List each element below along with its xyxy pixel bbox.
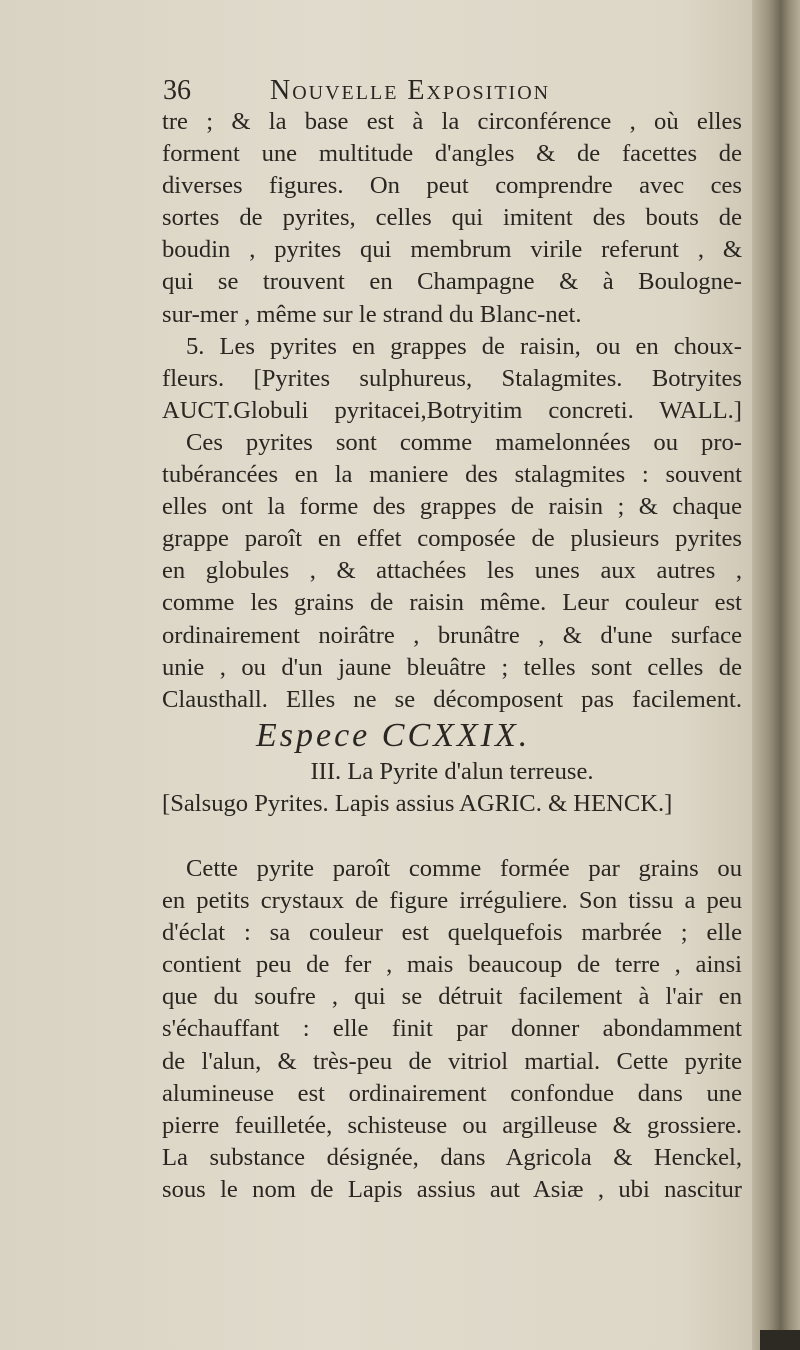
text-line: fleurs. [Pyrites sulphureus, Stalagmites. Botryites — [162, 364, 742, 392]
text-line: grappe paroît en effet composée de plusieurs pyrites — [162, 525, 742, 553]
text-line: Clausthall. Elles ne se décomposent pas facilement. — [162, 685, 742, 713]
subheading: III. La Pyrite d'alun terreuse. — [310, 757, 594, 785]
text-line: AUCT.Globuli pyritacei,Botryitim concreti. WALL.] — [162, 396, 742, 424]
text-line: tubérancées en la maniere des stalagmites : souvent — [162, 461, 742, 489]
text-line: en globules , & attachées les unes aux autres , — [162, 557, 742, 585]
text-line: boudin , pyrites qui membrum virile referunt , & — [162, 236, 742, 264]
text-line: comme les grains de raisin même. Leur couleur est — [162, 589, 742, 617]
text-line: que du soufre , qui se détruit facilement à l'air en — [162, 983, 742, 1011]
text-line: s'échauffant : elle finit par donner abondamment — [162, 1015, 742, 1043]
text-line: qui se trouvent en Champagne & à Boulogne- — [162, 268, 742, 296]
text-line: elles ont la forme des grappes de raisin ; & chaque — [162, 493, 742, 521]
text-line: forment une multitude d'angles & de facettes de — [162, 140, 742, 168]
book-spine-shadow — [752, 0, 800, 1350]
text-line: sous le nom de Lapis assius aut Asiæ , ubi nascitur — [162, 1175, 742, 1203]
text-line: pierre feuilletée, schisteuse ou argilleuse & grossiere. — [162, 1111, 742, 1139]
blank-line — [162, 820, 742, 853]
species-heading: Espece CCXXIX. — [256, 716, 531, 754]
text-line: La substance désignée, dans Agricola & Henckel, — [162, 1143, 742, 1171]
text-line: ordinairement noirâtre , brunâtre , & d'une surface — [162, 621, 742, 649]
text-line: de l'alun, & très-peu de vitriol martial. Cette pyrite — [162, 1047, 742, 1075]
text-line: Ces pyrites sont comme mamelonnées ou pro- — [186, 428, 742, 456]
text-line: en petits crystaux de figure irréguliere. Son tissu a peu — [162, 887, 742, 915]
page-number: 36 — [163, 75, 191, 106]
text-line: contient peu de fer , mais beaucoup de terre , ainsi — [162, 951, 742, 979]
text-line: sur-mer , même sur le strand du Blanc-net. — [162, 300, 582, 328]
text-line: Cette pyrite paroît comme formée par grains ou — [186, 854, 742, 882]
text-line: unie , ou d'un jaune bleuâtre ; telles sont celles de — [162, 653, 742, 681]
body-text — [162, 106, 742, 1206]
book-edge — [760, 1330, 800, 1350]
text-line: [Salsugo Pyrites. Lapis assius AGRIC. & HENCK.] — [162, 789, 673, 817]
text-line: alumineuse est ordinairement confondue dans une — [162, 1079, 742, 1107]
running-title: Nouvelle Exposition — [270, 75, 551, 106]
text-line: d'éclat : sa couleur est quelquefois marbrée ; elle — [162, 919, 742, 947]
text-line: sortes de pyrites, celles qui imitent des bouts de — [162, 204, 742, 232]
text-line: 5. Les pyrites en grappes de raisin, ou en choux- — [186, 332, 742, 360]
text-line: tre ; & la base est à la circonférence , où elles — [162, 108, 742, 135]
text-line: diverses figures. On peut comprendre avec ces — [162, 172, 742, 200]
page-header — [163, 74, 743, 108]
